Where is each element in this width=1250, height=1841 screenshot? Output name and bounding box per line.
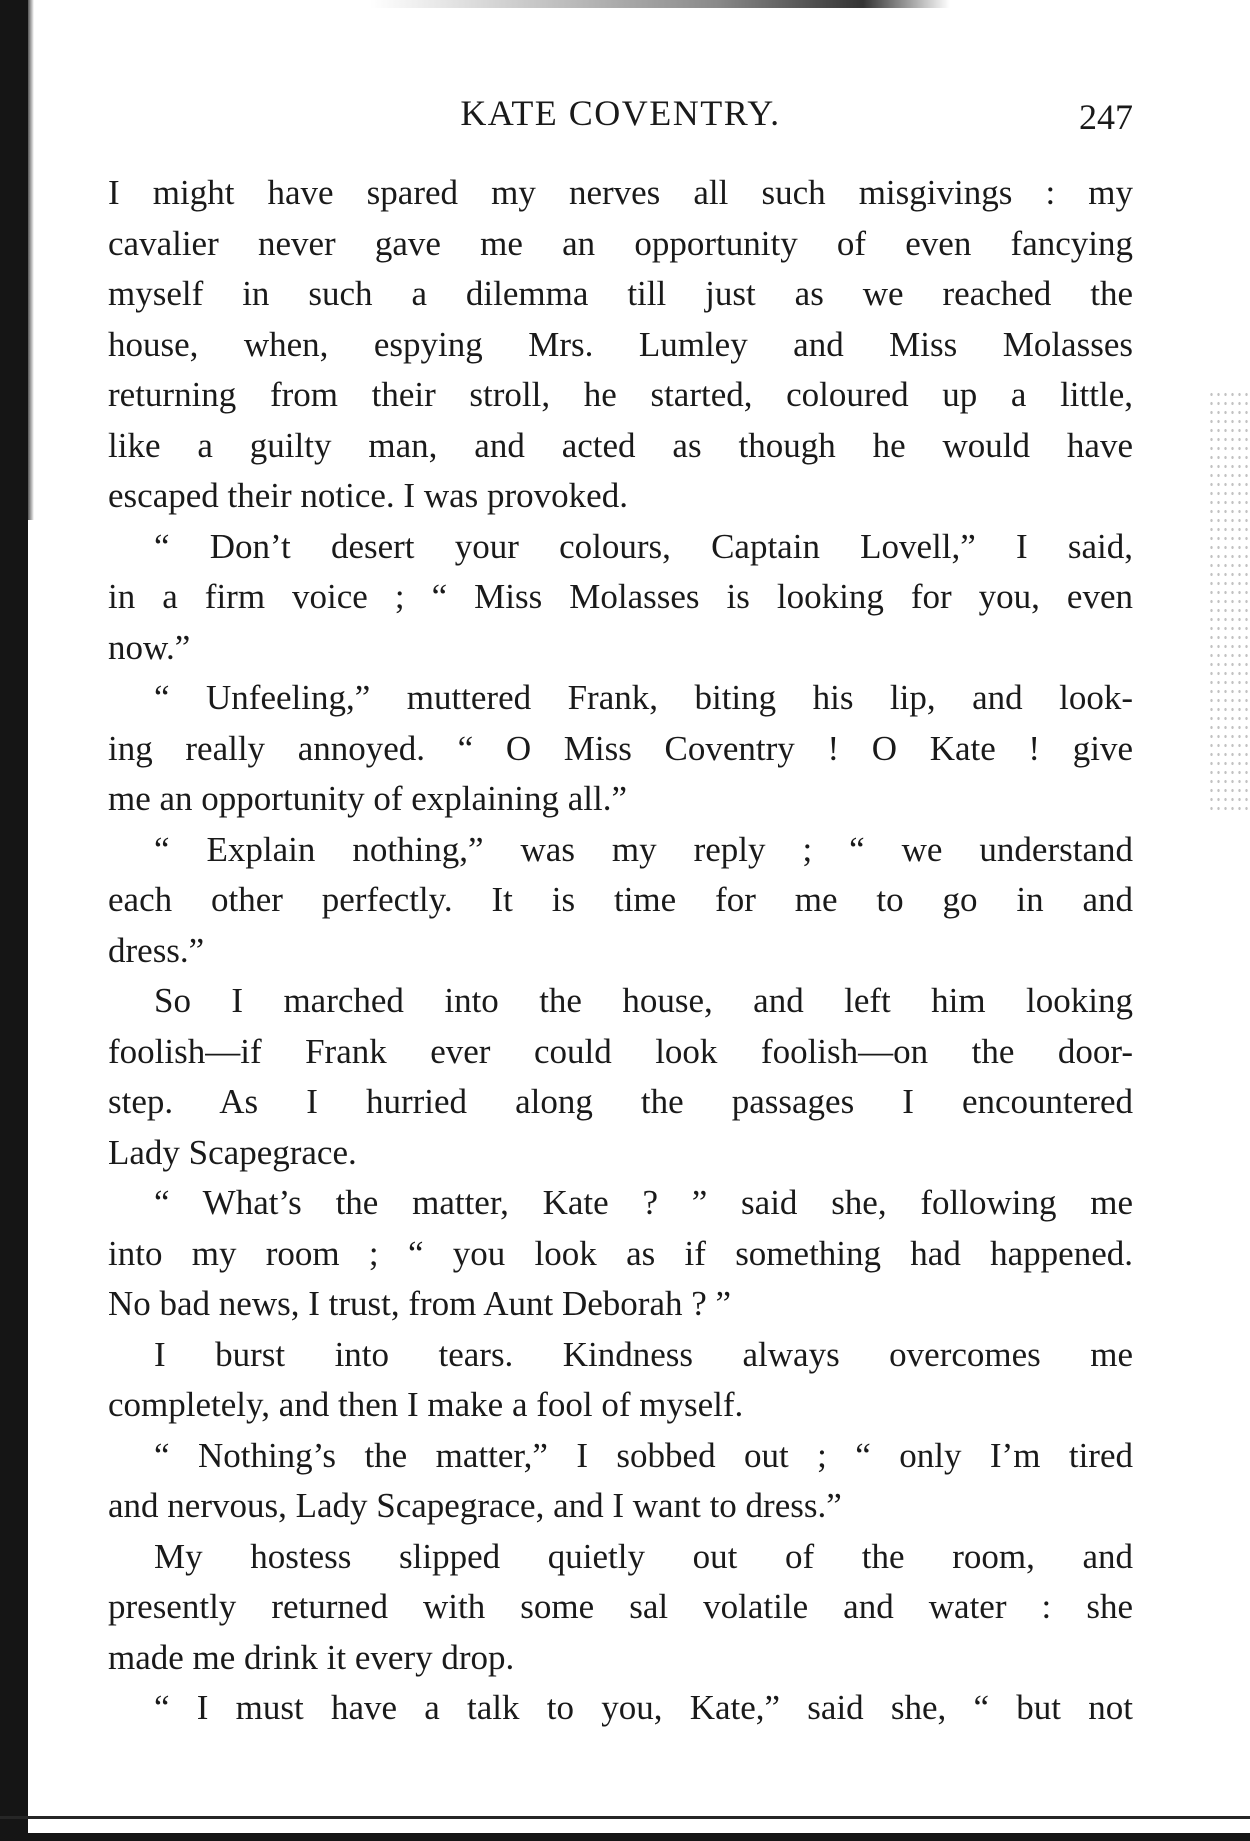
text-line: So I marched into the house, and left him looking — [154, 981, 1133, 1020]
text-line: “ What’s the matter, Kate ? ” said she, following me — [154, 1183, 1133, 1222]
text-line: completely, and then I make a fool of myself. — [108, 1385, 744, 1424]
running-title: KATE COVENTRY. — [460, 93, 781, 133]
text-line: made me drink it every drop. — [108, 1637, 515, 1677]
text-line: “ I must have a talk to you, Kate,” said she, “ but not — [154, 1688, 1133, 1727]
text-line: returning from their stroll, he started, coloured up a little, — [108, 375, 1133, 414]
scan-smudge — [370, 0, 950, 8]
text-line: Lady Scapegrace. — [108, 1132, 357, 1172]
text-line: I might have spared my nerves all such misgivings : my — [108, 173, 1133, 212]
text-line: presently returned with some sal volatile and water : she — [108, 1587, 1133, 1626]
text-line: and nervous, Lady Scapegrace, and I want to dress.” — [108, 1486, 842, 1525]
text-line: dress.” — [108, 930, 205, 970]
text-line: in a firm voice ; “ Miss Molasses is looking for you, even — [108, 577, 1133, 616]
text-line: I burst into tears. Kindness always overcomes me — [154, 1334, 1133, 1374]
text-line: escaped their notice. I was provoked. — [108, 476, 628, 515]
text-line: like a guilty man, and acted as though he would have — [108, 425, 1133, 465]
text-line: foolish—if Frank ever could look foolish—on the door- — [108, 1031, 1133, 1071]
text-line: “ Explain nothing,” was my reply ; “ we understand — [154, 829, 1133, 869]
body-text — [108, 168, 1133, 1734]
text-line: ing really annoyed. “ O Miss Coventry ! O Kate ! give — [108, 728, 1133, 768]
text-line: “ Nothing’s the matter,” I sobbed out ; “ only I’m tired — [154, 1435, 1133, 1475]
text-line: now.” — [108, 627, 191, 667]
scan-bottom-edge — [0, 1833, 1250, 1841]
text-line: No bad news, I trust, from Aunt Deborah ? ” — [108, 1284, 732, 1323]
text-line: “ Unfeeling,” muttered Frank, biting his lip, and look- — [154, 678, 1133, 717]
text-line: me an opportunity of explaining all.” — [108, 779, 628, 818]
text-line: cavalier never gave me an opportunity of even fancying — [108, 223, 1133, 263]
text-line: myself in such a dilemma till just as we reached the — [108, 274, 1133, 313]
text-line: into my room ; “ you look as if something had happened. — [108, 1233, 1133, 1273]
page-binding-edge — [0, 0, 28, 1841]
text-line: step. As I hurried along the passages I encountered — [108, 1082, 1133, 1121]
scan-bottom-line — [0, 1816, 1250, 1819]
scan-speckle — [1208, 390, 1250, 810]
text-line: “ Don’t desert your colours, Captain Lovell,” I said, — [154, 526, 1133, 566]
page-number: 247 — [1079, 97, 1133, 137]
text-line: house, when, espying Mrs. Lumley and Miss Molasses — [108, 324, 1133, 364]
text-line: My hostess slipped quietly out of the room, and — [154, 1536, 1133, 1576]
text-line: each other perfectly. It is time for me to go in and — [108, 880, 1133, 919]
running-head — [108, 92, 1133, 144]
